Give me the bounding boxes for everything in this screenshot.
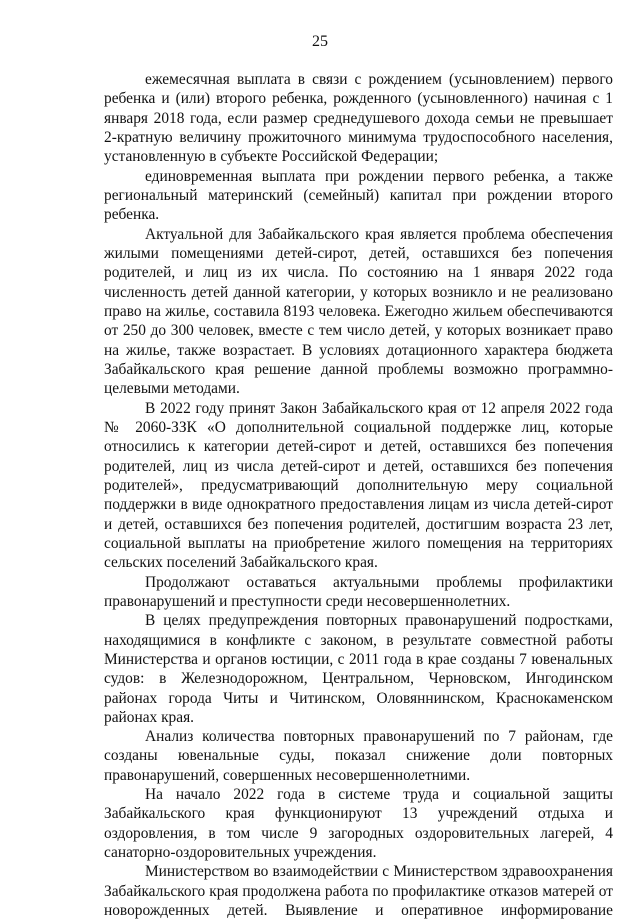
- text-line: На начало 2022 года в системе труда и социальной защиты: [145, 786, 613, 804]
- text-line: на жилье, также возрастает. В условиях дотационного характера бюджета: [104, 341, 613, 359]
- text-line: социальной выплаты на приобретение жилого помещения на территориях: [104, 534, 613, 552]
- text-line: ребенка.: [104, 206, 160, 224]
- text-line: относились к категории детей-сирот и детей, оставшихся без попечения: [104, 438, 613, 456]
- text-line: районах края.: [104, 708, 194, 726]
- text-line: сельских поселений Забайкальского края.: [104, 554, 378, 572]
- text-line: региональный материнский (семейный) капитал при рождении второго: [104, 186, 613, 204]
- paragraph: [104, 785, 613, 862]
- text-line: 2-кратную величину прожиточного минимума трудоспособного населения,: [104, 128, 613, 146]
- text-line: № 2060-ЗЗК «О дополнительной социальной поддержке лиц, которые: [104, 418, 613, 436]
- text-line: родителей, и лиц из их числа. По состоянию на 1 января 2022 года: [104, 264, 613, 282]
- text-line: от 250 до 300 человек, вместе с тем число детей, у которых возникает право: [104, 322, 613, 340]
- text-line: численность детей данной категории, у которых возникло и не реализовано: [104, 283, 613, 301]
- paragraph: [104, 225, 613, 399]
- text-line: правонарушений и преступности среди несовершеннолетних.: [104, 592, 511, 610]
- text-line: родителей, лиц из числа детей-сирот и детей, оставшихся без попечения: [104, 457, 613, 475]
- text-line: января 2018 года, если размер среднедушевого дохода семьи не превышает: [104, 109, 613, 127]
- text-line: ежемесячная выплата в связи с рождением (усыновлением) первого: [145, 71, 613, 88]
- text-line: созданы ювенальные суды, показал снижение доли повторных: [104, 747, 613, 765]
- text-line: родителей», предусматривающий дополнительную меру социальной: [104, 476, 613, 494]
- paragraph: [104, 573, 613, 612]
- text-line: новорожденных детей. Выявление и оперативное информирование: [104, 902, 613, 920]
- text-line: единовременная выплата при рождении первого ребенка, а также: [145, 167, 613, 185]
- text-line: Забайкальского края функционируют 13 учреждений отдыха и: [104, 805, 613, 823]
- text-line: Анализ количества повторных правонарушений по 7 районам, где: [145, 728, 613, 746]
- text-line: оздоровления, в том числе 9 загородных оздоровительных лагерей, 4: [104, 824, 613, 842]
- text-line: жилыми помещениями детей-сирот, детей, оставшихся без попечения: [104, 244, 613, 262]
- text-line: целевыми методами.: [104, 380, 240, 398]
- text-line: находящимися в конфликте с законом, в результате совместной работы: [104, 631, 613, 649]
- text-line: поддержки в виде однократного предоставления лицам из числа детей-сирот: [104, 496, 613, 514]
- text-line: Забайкальского края решение данной проблемы возможно программно-: [104, 360, 613, 378]
- text-line: право на жилье, составила 8193 человека. Ежегодно жильем обеспечиваются: [104, 302, 613, 320]
- text-line: правонарушений, совершенных несовершеннолетними.: [104, 766, 471, 784]
- text-line: санаторно-оздоровительных учреждения.: [104, 844, 377, 862]
- text-line: ребенка и (или) второго ребенка, рожденного (усыновленного) начиная с 1: [104, 90, 613, 108]
- body-text: [104, 70, 613, 920]
- text-line: установленную в субъекте Российской Федерации;: [104, 148, 439, 166]
- paragraph: [104, 70, 613, 167]
- text-line: судов: в Железнодорожном, Центральном, Черновском, Ингодинском: [104, 670, 613, 688]
- text-line: В 2022 году принят Закон Забайкальского края от 12 апреля 2022 года: [145, 399, 613, 417]
- page-number: 25: [312, 33, 328, 50]
- paragraph: [104, 862, 613, 920]
- text-line: В целях предупреждения повторных правонарушений подростками,: [145, 612, 613, 630]
- paragraph: [104, 727, 613, 785]
- text-line: Продолжают оставаться актуальными проблемы профилактики: [145, 573, 613, 591]
- paragraph: [104, 611, 613, 727]
- text-line: Забайкальского края продолжена работа по профилактике отказов матерей от: [104, 882, 613, 900]
- text-line: Актуальной для Забайкальского края является проблема обеспечения: [145, 225, 613, 243]
- paragraph: [104, 167, 613, 225]
- text-line: районах города Читы и Читинском, Оловяннинском, Краснокаменском: [104, 689, 613, 707]
- paragraph: [104, 399, 613, 573]
- text-line: и детей, оставшихся без попечения родителей, достигшим возраста 23 лет,: [104, 515, 613, 533]
- text-line: Министерства и органов юстиции, с 2011 года в крае созданы 7 ювенальных: [104, 650, 613, 668]
- text-line: Министерством во взаимодействии с Министерством здравоохранения: [145, 863, 613, 881]
